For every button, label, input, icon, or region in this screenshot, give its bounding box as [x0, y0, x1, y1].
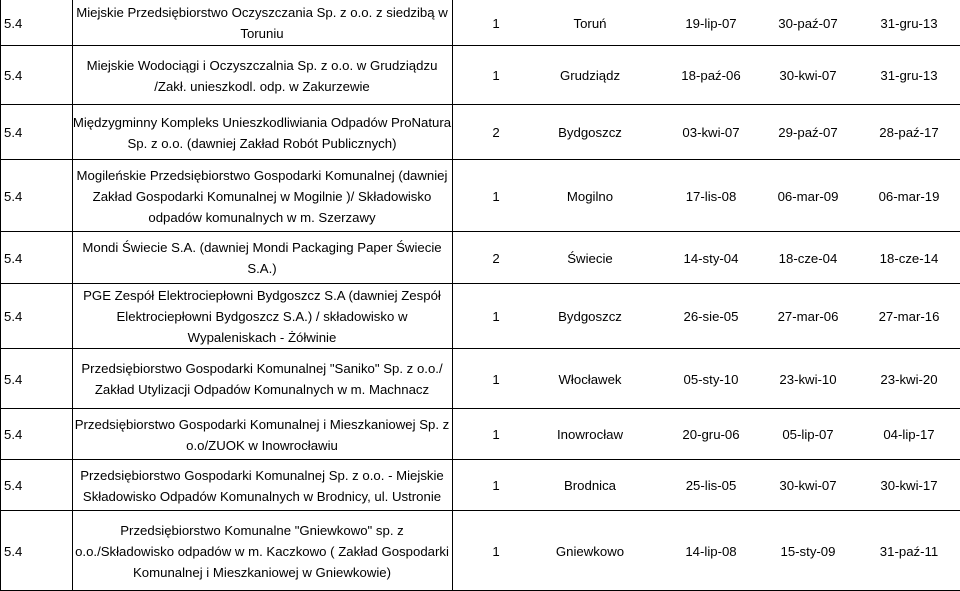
table-row — [0, 0, 960, 46]
date-3-cell: 18-cze-14 — [879, 250, 939, 266]
city-cell: Inowrocław — [557, 427, 623, 442]
table-row — [0, 511, 960, 591]
table-row — [0, 349, 960, 409]
code-cell: 5.4 — [4, 371, 23, 387]
count-cell: 1 — [492, 478, 500, 493]
city-cell: Grudziądz — [559, 68, 621, 83]
date-1-cell: 03-kwi-07 — [682, 125, 740, 140]
date-2-cell: 15-sty-09 — [780, 543, 836, 559]
city-cell: Gniewkowo — [555, 543, 625, 559]
count-cell: 1 — [492, 309, 500, 324]
date-1-cell: 25-lis-05 — [685, 478, 737, 493]
date-1-cell: 14-sty-04 — [683, 250, 739, 266]
date-3-cell: 28-paź-17 — [879, 125, 939, 140]
code-cell: 5.4 — [4, 15, 23, 31]
date-1-cell: 20-gru-06 — [682, 427, 740, 442]
date-2-cell: 30-kwi-07 — [779, 68, 837, 83]
table-row — [0, 46, 960, 105]
company-name-cell: Międzygminny Kompleks Unieszkodliwiania Odpadów ProNatura Sp. z o.o. (dawniej Zakład Robót Publicznych) — [72, 114, 452, 151]
code-cell: 5.4 — [4, 543, 23, 559]
count-cell: 1 — [492, 543, 500, 559]
date-2-cell: 29-paź-07 — [778, 125, 838, 140]
date-3-cell: 31-paź-11 — [879, 543, 939, 559]
city-cell: Brodnica — [563, 478, 617, 493]
company-name-cell: Przedsiębiorstwo Gospodarki Komunalnej Sp. z o.o. - Miejskie Składowisko Odpadów Komunalnych w Brodnicy, ul. Ustronie — [80, 467, 444, 504]
company-name-cell: Miejskie Wodociągi i Oczyszczalnia Sp. z o.o. w Grudziądzu /Zakł. unieszkodl. odp. w Zakurzewie — [86, 57, 438, 94]
city-cell: Toruń — [573, 15, 607, 31]
city-cell: Włocławek — [558, 371, 622, 387]
date-2-cell: 06-mar-09 — [777, 188, 839, 204]
company-name-cell: Mogileńskie Przedsiębiorstwo Gospodarki Komunalnej (dawniej Zakład Gospodarki Komunalnej w Mogilnie )/ Składowisko odpadów komunalnych w m. Szerzawy — [76, 167, 448, 225]
date-2-cell: 23-kwi-10 — [779, 371, 837, 387]
date-1-cell: 05-sty-10 — [683, 371, 739, 387]
date-1-cell: 26-sie-05 — [683, 309, 739, 324]
date-3-cell: 04-lip-17 — [883, 427, 935, 442]
company-name-cell: Przedsiębiorstwo Gospodarki Komunalnej "Saniko" Sp. z o.o./ Zakład Utylizacji Odpadów Komunalnych w m. Machnacz — [81, 361, 443, 397]
table-row — [0, 460, 960, 511]
table-row — [0, 409, 960, 460]
count-cell: 1 — [492, 188, 500, 204]
date-1-cell: 17-lis-08 — [685, 188, 737, 204]
date-3-cell: 06-mar-19 — [878, 188, 940, 204]
date-2-cell: 05-lip-07 — [782, 427, 834, 442]
company-name-cell: Mondi Świecie S.A. (dawniej Mondi Packaging Paper Świecie S.A.) — [82, 240, 442, 276]
table-row — [0, 160, 960, 232]
company-name-cell: Miejskie Przedsiębiorstwo Oczyszczania Sp. z o.o. z siedzibą w Toruniu — [76, 5, 448, 41]
count-cell: 1 — [492, 371, 500, 387]
count-cell: 2 — [492, 250, 500, 266]
date-2-cell: 30-kwi-07 — [779, 478, 837, 493]
date-1-cell: 14-lip-08 — [685, 543, 737, 559]
count-cell: 1 — [492, 427, 500, 442]
table-row — [0, 232, 960, 284]
date-1-cell: 19-lip-07 — [685, 15, 737, 31]
date-3-cell: 27-mar-16 — [878, 309, 940, 324]
table-row — [0, 284, 960, 349]
date-2-cell: 27-mar-06 — [777, 309, 839, 324]
company-name-cell: PGE Zespół Elektrociepłowni Bydgoszcz S.A (dawniej Zespół Elektrociepłowni Bydgoszcz S.A.) / składowisko w Wypaleniskach - Żółwinie — [83, 288, 441, 345]
code-cell: 5.4 — [4, 309, 23, 324]
city-cell: Bydgoszcz — [558, 125, 622, 140]
date-2-cell: 18-cze-04 — [778, 250, 838, 266]
date-1-cell: 18-paź-06 — [681, 68, 741, 83]
code-cell: 5.4 — [4, 125, 23, 140]
company-name-cell: Przedsiębiorstwo Komunalne "Gniewkowo" sp. z o.o./Składowisko odpadów w m. Kaczkowo ( Zakład Gospodarki Komunalnej i Mieszkaniowej w Gniewkowie) — [75, 522, 449, 580]
city-cell: Mogilno — [566, 188, 614, 204]
code-cell: 5.4 — [4, 427, 23, 442]
date-2-cell: 30-paź-07 — [778, 15, 838, 31]
date-3-cell: 31-gru-13 — [880, 15, 938, 31]
city-cell: Bydgoszcz — [558, 309, 622, 324]
code-cell: 5.4 — [4, 250, 23, 266]
code-cell: 5.4 — [4, 478, 23, 493]
company-name-cell: Przedsiębiorstwo Gospodarki Komunalnej i Mieszkaniowej Sp. z o.o/ZUOK w Inowrocławiu — [74, 416, 450, 453]
city-cell: Świecie — [567, 250, 613, 266]
code-cell: 5.4 — [4, 68, 23, 83]
code-cell: 5.4 — [4, 188, 23, 204]
date-3-cell: 23-kwi-20 — [880, 371, 938, 387]
count-cell: 1 — [492, 15, 500, 31]
date-3-cell: 30-kwi-17 — [880, 478, 938, 493]
table-row — [0, 105, 960, 160]
count-cell: 2 — [492, 125, 500, 140]
count-cell: 1 — [492, 68, 500, 83]
date-3-cell: 31-gru-13 — [880, 68, 938, 83]
